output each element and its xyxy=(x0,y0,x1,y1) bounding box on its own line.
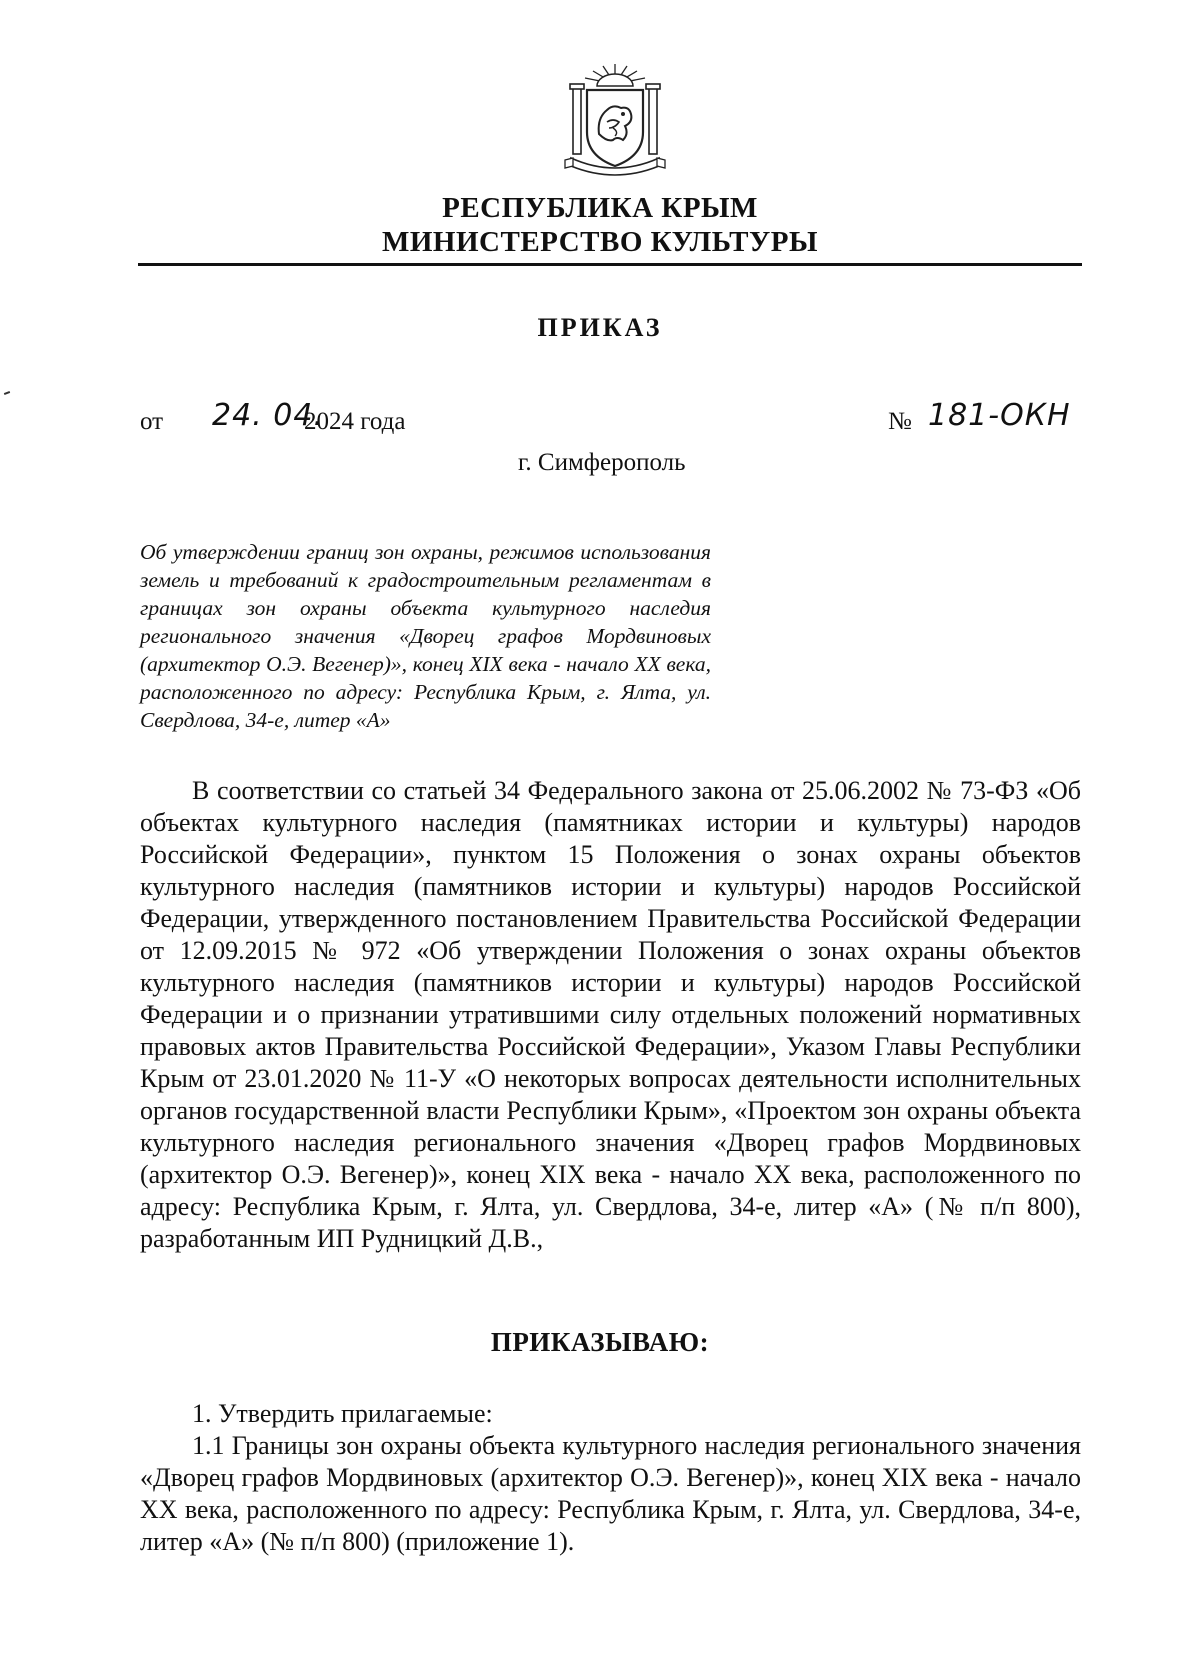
date-handwritten: 24. 04. xyxy=(212,398,324,433)
number-handwritten-wrap xyxy=(928,398,1071,433)
order-subject: Об утверждении границ зон охраны, режимов использования земель и требований к градостроительным регламентам в границах зон охраны объекта культурного наследия регионального значения «Дворец графов Мордвиновых (архитектор О.Э. Вегенер)», конец XIX века - начало XX века, расположенного по адресу: Республика Крым, г. Ялта, ул. Свердлова, 34-е, литер «А» xyxy=(140,540,711,732)
item-1-1: 1.1 Границы зон охраны объекта культурного наследия регионального значения «Дворец графов Мордвиновых (архитектор О.Э. Вегенер)», конец XIX века - начало XX века, расположенного по адресу: Республика Крым, г. Ялта, ул. Свердлова, 34-е, литер «А» (№ п/п 800) (приложение 1). xyxy=(140,1431,1081,1556)
document-type-title: ПРИКАЗ xyxy=(537,313,663,342)
order-directive: ПРИКАЗЫВАЮ: xyxy=(490,1327,710,1357)
date-year-wrap xyxy=(304,408,405,436)
number-prefix: № xyxy=(888,408,912,435)
date-row xyxy=(140,408,163,436)
header-republic: РЕСПУБЛИКА КРЫМ xyxy=(442,192,758,224)
header-divider xyxy=(138,263,1082,266)
order-items xyxy=(140,1398,1081,1558)
item-1: 1. Утвердить прилагаемые: xyxy=(192,1399,493,1428)
crimea-coat-of-arms-icon xyxy=(563,62,667,182)
scan-artifact-mark xyxy=(4,391,10,395)
preamble-paragraph: В соответствии со статьей 34 Федерального закона от 25.06.2002 № 73-ФЗ «Об объектах культурного наследия (памятниках истории и культуры) народов Российской Федерации», пунктом 15 Положения о зонах охраны объектов культурного наследия (памятников истории и культуры) народов Российской Федерации, утвержденного постановлением Правительства Российской Федерации от 12.09.2015 № 972 «Об утверждении Положения о зонах охраны объектов культурного наследия (памятников истории и культуры) народов Российской Федерации и о признании утратившими силу отдельных положений нормативных правовых актов Правительства Российской Федерации», Указом Главы Республики Крым от 23.01.2020 № 11-У «О некоторых вопросах деятельности исполнительных органов государственной власти Республики Крым», «Проектом зон охраны объекта культурного наследия регионального значения «Дворец графов Мордвиновых (архитектор О.Э. Вегенер)», конец XIX века - начало XX века, расположенного по адресу: Республика Крым, г. Ялта, ул. Свердлова, 34-е, литер «А» (№ п/п 800), разработанным ИП Рудницкий Д.В., xyxy=(140,776,1081,1253)
date-prefix: от xyxy=(140,408,164,435)
number-handwritten: 181-ОКН xyxy=(928,398,1071,433)
city-name: г. Симферополь xyxy=(518,449,686,476)
date-year: 2024 года xyxy=(304,408,406,435)
number-row xyxy=(888,408,912,436)
preamble-block xyxy=(140,775,1081,1255)
header-ministry: МИНИСТЕРСТВО КУЛЬТУРЫ xyxy=(382,226,818,258)
